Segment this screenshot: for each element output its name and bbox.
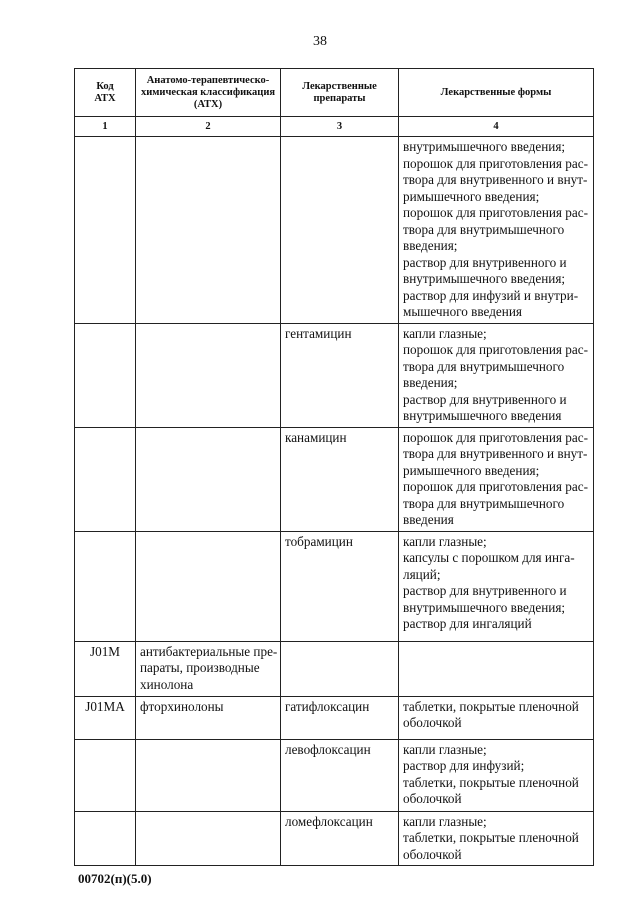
atc-classification-cell — [136, 323, 281, 427]
dosage-forms-cell — [399, 811, 594, 866]
column-number: 1 — [75, 117, 136, 137]
dosage-form-line: внутримышечного введения; — [403, 599, 566, 615]
dosage-form-line: твора для внутримышечного — [403, 358, 565, 374]
atc-code-cell: J01MA — [75, 696, 136, 739]
atc-code-cell — [75, 739, 136, 811]
dosage-form-line: твора для внутривенного и внут- — [403, 172, 588, 187]
atc-table — [74, 68, 594, 866]
atc-classification-cell — [136, 427, 281, 531]
table-row — [75, 531, 594, 641]
drug-name-cell: тобрамицин — [281, 531, 399, 641]
drug-name-cell: канамицин — [281, 427, 399, 531]
dosage-form-line: внутримышечного введения; — [403, 139, 566, 154]
atc-classification-cell — [136, 811, 281, 866]
dosage-form-line: введения; — [403, 375, 458, 390]
dosage-form-line: раствор для инфузий; — [403, 758, 525, 773]
dosage-form-line: таблетки, покрытые пленочной — [403, 774, 579, 790]
header-line: Код — [96, 80, 114, 92]
header-line: химическая классификация — [140, 86, 276, 98]
document-code: 00702(п)(5.0) — [78, 871, 152, 886]
dosage-forms-cell — [399, 739, 594, 811]
header-drugs — [281, 69, 399, 117]
header-line: АТХ — [94, 92, 116, 104]
dosage-form-line: порошок для приготовления рас- — [403, 205, 588, 220]
page-number: 38 — [313, 34, 327, 49]
dosage-form-line: оболочкой — [403, 715, 462, 730]
atc-code-cell — [75, 323, 136, 427]
dosage-form-line: порошок для приготовления рас- — [403, 155, 588, 171]
column-number: 3 — [281, 117, 399, 137]
header-line: Лекарственные — [302, 80, 377, 92]
dosage-form-line: раствор для внутривенного и — [403, 254, 567, 270]
table-row — [75, 696, 594, 739]
drug-name-cell — [281, 641, 399, 696]
dosage-form-line: таблетки, покрытые пленочной — [403, 830, 579, 845]
dosage-form-line: капли глазные; — [403, 813, 487, 829]
dosage-form-line: капли глазные; — [403, 533, 487, 549]
table-row — [75, 739, 594, 811]
drug-name-cell — [281, 137, 399, 324]
dosage-forms-cell — [399, 641, 594, 696]
atc-code-cell: J01M — [75, 641, 136, 696]
atc-classification-cell — [136, 137, 281, 324]
table-row — [75, 427, 594, 531]
dosage-form-line: раствор для внутривенного и — [403, 583, 567, 598]
dosage-forms-cell — [399, 531, 594, 641]
dosage-form-line: мышечного введения — [403, 304, 522, 319]
table-header-row — [75, 69, 594, 117]
dosage-form-line: римышечного введения; — [403, 188, 540, 204]
dosage-form-line: римышечного введения; — [403, 462, 540, 478]
atc-code-cell — [75, 137, 136, 324]
atc-classification-cell — [136, 696, 281, 739]
drug-name-cell: левофлоксацин — [281, 739, 399, 811]
column-number: 4 — [399, 117, 594, 137]
header-dosage-forms — [399, 69, 594, 117]
dosage-form-line: капсулы с порошком для инга- — [403, 550, 575, 565]
dosage-form-line: оболочкой — [403, 791, 462, 806]
dosage-form-line: раствор для внутривенного и — [403, 391, 567, 407]
dosage-forms-cell — [399, 696, 594, 739]
atc-code-cell — [75, 531, 136, 641]
drug-name-cell: ломефлоксацин — [281, 811, 399, 866]
atc-code-cell — [75, 427, 136, 531]
dosage-form-line: порошок для приготовления рас- — [403, 479, 588, 494]
dosage-form-line: ляций; — [403, 566, 441, 582]
table-row — [75, 811, 594, 866]
dosage-form-line: твора для внутривенного и внут- — [403, 446, 588, 461]
dosage-form-line: твора для внутримышечного — [403, 495, 565, 511]
column-number-row — [75, 117, 594, 137]
dosage-form-line: внутримышечного введения; — [403, 271, 566, 286]
dosage-form-line: введения — [403, 512, 454, 527]
dosage-form-line: твора для внутримышечного — [403, 221, 565, 237]
dosage-form-line: порошок для приготовления рас- — [403, 429, 588, 445]
dosage-form-line: оболочкой — [403, 846, 462, 862]
dosage-form-line: капли глазные; — [403, 741, 487, 757]
dosage-form-line: капли глазные; — [403, 325, 487, 341]
column-number: 2 — [136, 117, 281, 137]
classification-line: фторхинолоны — [140, 698, 224, 714]
dosage-form-line: внутримышечного введения — [403, 408, 562, 423]
header-line: (АТХ) — [193, 98, 223, 110]
table-row — [75, 137, 594, 324]
dosage-form-line: раствор для ингаляций — [403, 616, 532, 631]
header-line: препараты — [313, 92, 366, 104]
atc-classification-cell — [136, 739, 281, 811]
atc-code-cell — [75, 811, 136, 866]
header-atc-classification — [136, 69, 281, 117]
dosage-forms-cell — [399, 427, 594, 531]
table-row — [75, 323, 594, 427]
dosage-forms-cell — [399, 323, 594, 427]
atc-classification-cell — [136, 641, 281, 696]
classification-line: хинолона — [140, 676, 194, 692]
header-line: Анатомо-терапевтическо- — [146, 74, 270, 86]
dosage-form-line: введения; — [403, 238, 458, 253]
dosage-form-line: раствор для инфузий и внутри- — [403, 287, 579, 303]
drug-name-cell: гатифлоксацин — [281, 696, 399, 739]
header-line: Лекарственные формы — [440, 86, 552, 98]
dosage-form-line: таблетки, покрытые пленочной — [403, 698, 579, 714]
table-row — [75, 641, 594, 696]
drug-name-cell: гентамицин — [281, 323, 399, 427]
dosage-form-line: порошок для приготовления рас- — [403, 342, 588, 357]
table-body — [75, 137, 594, 866]
atc-classification-cell — [136, 531, 281, 641]
classification-line: антибактериальные пре- — [140, 643, 278, 659]
header-atc-code — [75, 69, 136, 117]
classification-line: параты, производные — [140, 660, 260, 675]
dosage-forms-cell — [399, 137, 594, 324]
